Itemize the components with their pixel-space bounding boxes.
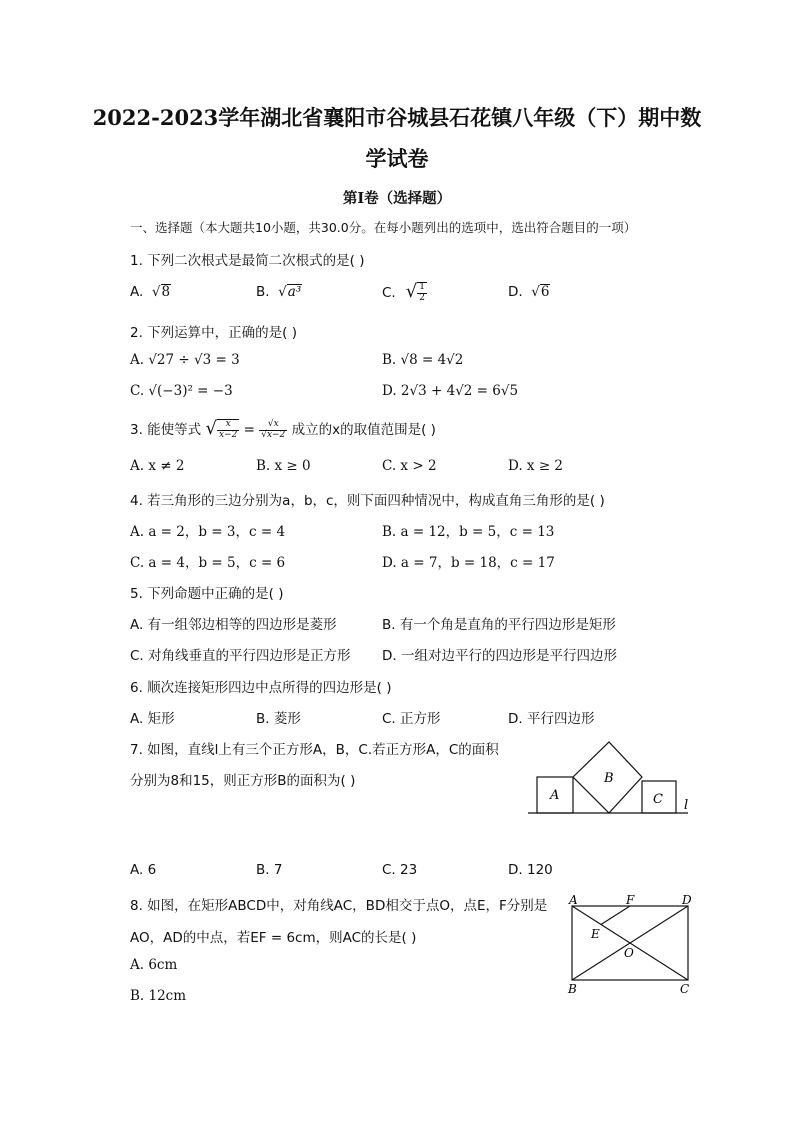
q1-option-c-numerator: 1 — [419, 282, 425, 293]
q5-option-d[interactable]: D. 一组对边平行的四边形是平行四边形 — [382, 648, 617, 664]
q1-option-c-label: C. — [382, 285, 396, 301]
q7-stem-line2: 分别为8和15，则正方形B的面积为( ) — [130, 773, 356, 789]
q5-stem: 5. 下列命题中正确的是( ) — [130, 586, 284, 602]
q3-lhs-numerator: x — [217, 420, 239, 431]
q1-option-b-radicand: a³ — [287, 284, 302, 300]
q8-stem-line1: 8. 如图，在矩形ABCD中，对角线AC，BD相交于点O，点E，F分别是 — [130, 898, 548, 914]
q5-option-c[interactable]: C. 对角线垂直的平行四边形是正方形 — [130, 648, 351, 664]
q7-label-l: l — [684, 798, 689, 813]
q6-option-a[interactable]: A. 矩形 — [130, 711, 175, 727]
q3-rhs-denominator: √x−2 — [261, 429, 286, 440]
q2-option-a[interactable]: A. √27 ÷ √3 = 3 — [130, 352, 240, 368]
q8-label-c: C — [680, 982, 690, 996]
exam-title-line2: 学试卷 — [365, 146, 429, 171]
q2-stem: 2. 下列运算中，正确的是( ) — [130, 325, 297, 341]
q6-option-b[interactable]: B. 菱形 — [256, 711, 301, 727]
q8-stem-line2: AO，AD的中点，若EF = 6cm，则AC的长是( ) — [130, 930, 417, 946]
q1-option-d[interactable]: D. √6 — [508, 284, 550, 300]
q2-option-c[interactable]: C. √(−3)² = −3 — [130, 383, 233, 399]
q7-label-a: A — [550, 788, 560, 803]
q8-segment-ef — [601, 906, 630, 925]
q3-rhs-numerator: √x — [259, 420, 287, 431]
q6-option-c[interactable]: C. 正方形 — [382, 711, 441, 727]
q1-option-d-label: D. — [508, 284, 523, 300]
q2-option-b[interactable]: B. √8 = 4√2 — [382, 352, 464, 368]
section-heading: 第Ⅰ卷（选择题） — [342, 190, 452, 207]
q1-stem: 1. 下列二次根式是最简二次根式的是( ) — [130, 253, 365, 269]
q6-option-d[interactable]: D. 平行四边形 — [508, 711, 595, 727]
q7-squares-figure — [520, 735, 700, 825]
q3-stem-pre: 3. 能使等式 — [130, 422, 202, 438]
q3-stem-post: 成立的x的取值范围是( ) — [291, 422, 436, 438]
q4-option-b[interactable]: B. a = 12，b = 5，c = 13 — [382, 524, 555, 540]
q3-option-d[interactable]: D. x ≥ 2 — [508, 458, 564, 474]
q8-option-a[interactable]: A. 6cm — [130, 957, 178, 973]
q3-option-c[interactable]: C. x > 2 — [382, 458, 437, 474]
q7-option-a[interactable]: A. 6 — [130, 862, 157, 878]
q1-option-a-radicand: 8 — [161, 284, 171, 300]
q4-option-c[interactable]: C. a = 4，b = 5，c = 6 — [130, 555, 286, 571]
q8-label-a: A — [569, 893, 578, 907]
q4-option-d[interactable]: D. a = 7，b = 18，c = 17 — [382, 555, 555, 571]
q1-option-c[interactable]: C. √ $\frac{1}{2}$ — [382, 281, 425, 303]
q7-option-b[interactable]: B. 7 — [256, 862, 283, 878]
q8-option-b[interactable]: B. 12cm — [130, 988, 187, 1004]
q1-option-b-label: B. — [256, 284, 270, 300]
q7-label-c: C — [653, 792, 663, 807]
q3-lhs-denominator: x−2 — [218, 430, 238, 440]
q8-label-b: B — [568, 982, 577, 996]
q1-option-a-label: A. — [130, 284, 144, 300]
q7-option-d[interactable]: D. 120 — [508, 862, 553, 878]
q6-stem: 6. 顺次连接矩形四边中点所得的四边形是( ) — [130, 680, 392, 696]
q8-label-d: D — [682, 893, 692, 907]
q3-stem: 3. 能使等式 √ $\frac{x}{x-2}$ = $\frac{√x}{√x-2}$ 成立的x的取值范围是( ) — [130, 418, 436, 440]
q8-label-o: O — [624, 946, 634, 960]
q5-option-b[interactable]: B. 有一个角是直角的平行四边形是矩形 — [382, 617, 616, 633]
q8-rectangle-figure — [560, 890, 700, 1000]
exam-title-line1: 2022-2023学年湖北省襄阳市谷城县石花镇八年级（下）期中数 — [92, 105, 702, 130]
q4-stem: 4. 若三角形的三边分别为a，b，c，则下面四种情况中，构成直角三角形的是( ) — [130, 493, 605, 509]
q3-option-b[interactable]: B. x ≥ 0 — [256, 458, 311, 474]
q4-option-a[interactable]: A. a = 2，b = 3，c = 4 — [130, 524, 286, 540]
q7-option-c[interactable]: C. 23 — [382, 862, 418, 878]
q8-label-f: F — [626, 893, 635, 907]
q1-option-a[interactable]: A. √8 — [130, 284, 171, 300]
q8-label-e: E — [591, 927, 600, 941]
q1-option-c-denominator: 2 — [419, 293, 425, 303]
q7-stem-line1: 7. 如图，直线l上有三个正方形A，B，C.若正方形A，C的面积 — [130, 742, 499, 758]
q3-option-a[interactable]: A. x ≠ 2 — [130, 458, 185, 474]
q1-option-b[interactable]: B. √a³ — [256, 284, 302, 300]
q7-label-b: B — [604, 771, 614, 786]
q5-option-a[interactable]: A. 有一组邻边相等的四边形是菱形 — [130, 617, 337, 633]
q2-option-d[interactable]: D. 2√3 + 4√2 = 6√5 — [382, 383, 519, 399]
instructions: 一、选择题（本大题共10小题，共30.0分。在每小题列出的选项中，选出符合题目的一项） — [130, 220, 637, 235]
q1-option-d-radicand: 6 — [540, 284, 550, 300]
